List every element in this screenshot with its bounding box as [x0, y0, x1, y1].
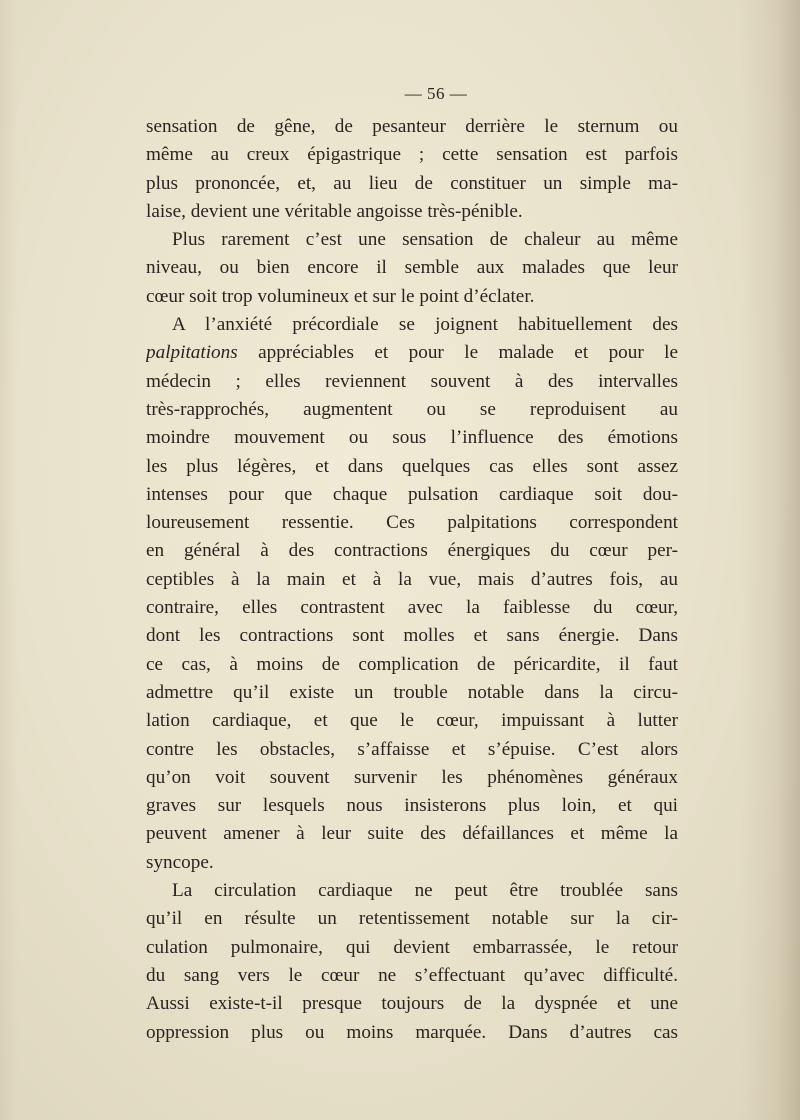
text-line: niveau, ou bien encore il semble aux malades que leur — [146, 257, 678, 279]
text-line: du sang vers le cœur ne s’effectuant qu’avec difficulté. — [146, 964, 678, 986]
text-line: laise, devient une véritable angoisse très-pénible. — [146, 200, 523, 222]
page-left-edge — [0, 0, 18, 1120]
page-gutter-shadow — [740, 0, 800, 1120]
text-line: graves sur lesquels nous insisterons plus loin, et qui — [146, 795, 678, 817]
text-line: moindre mouvement ou sous l’influence des émotions — [146, 427, 678, 449]
text-line: dont les contractions sont molles et sans énergie. Dans — [146, 625, 678, 647]
text-line: La circulation cardiaque ne peut être troublée sans — [172, 880, 678, 902]
text-line: médecin ; elles reviennent souvent à des intervalles — [146, 370, 678, 392]
text-line: lation cardiaque, et que le cœur, impuissant à lutter — [146, 710, 678, 732]
text-line: qu’on voit souvent survenir les phénomènes généraux — [146, 766, 678, 788]
text-line: en général à des contractions énergiques du cœur per- — [146, 540, 678, 562]
text-line: Aussi existe-t-il presque toujours de la dyspnée et une — [146, 993, 678, 1015]
text-line: qu’il en résulte un retentissement notable sur la cir- — [146, 908, 678, 930]
italic-term: palpitations — [146, 342, 238, 364]
text-line: A l’anxiété précordiale se joignent habituellement des — [172, 314, 678, 336]
text-line: admettre qu’il existe un trouble notable dans la circu- — [146, 681, 678, 703]
text-line: loureusement ressentie. Ces palpitations correspondent — [146, 512, 678, 534]
text-line: peuvent amener à leur suite des défaillances et même la — [146, 823, 678, 845]
text-line: très-rapprochés, augmentent ou se reproduisent au — [146, 398, 678, 420]
text-line: ceptibles à la main et à la vue, mais d’autres fois, au — [146, 568, 678, 590]
text-line: plus prononcée, et, au lieu de constituer un simple ma- — [146, 172, 678, 194]
text-line: intenses pour que chaque pulsation cardiaque soit dou- — [146, 483, 678, 505]
body-text — [146, 113, 678, 1047]
text-line: syncope. — [146, 851, 214, 873]
text-line: ce cas, à moins de complication de péricardite, il faut — [146, 653, 678, 675]
page-number: — 56 — — [404, 84, 468, 103]
text-line: culation pulmonaire, qui devient embarrassée, le retour — [146, 936, 678, 958]
text-line — [146, 339, 678, 367]
text-line: sensation de gêne, de pesanteur derrière le sternum ou — [146, 116, 678, 137]
text-line: cœur soit trop volumineux et sur le point d’éclater. — [146, 285, 535, 307]
text-line: Plus rarement c’est une sensation de chaleur au même — [172, 229, 678, 251]
text-line-rest: appréciables et pour le malade et pour le — [237, 342, 678, 364]
text-line: oppression plus ou moins marquée. Dans d’autres cas — [146, 1021, 678, 1043]
text-line: les plus légères, et dans quelques cas elles sont assez — [146, 455, 678, 477]
text-line: contre les obstacles, s’affaisse et s’épuise. C’est alors — [146, 738, 678, 760]
text-line: contraire, elles contrastent avec la faiblesse du cœur, — [146, 597, 678, 619]
text-line: même au creux épigastrique ; cette sensation est parfois — [146, 144, 678, 166]
